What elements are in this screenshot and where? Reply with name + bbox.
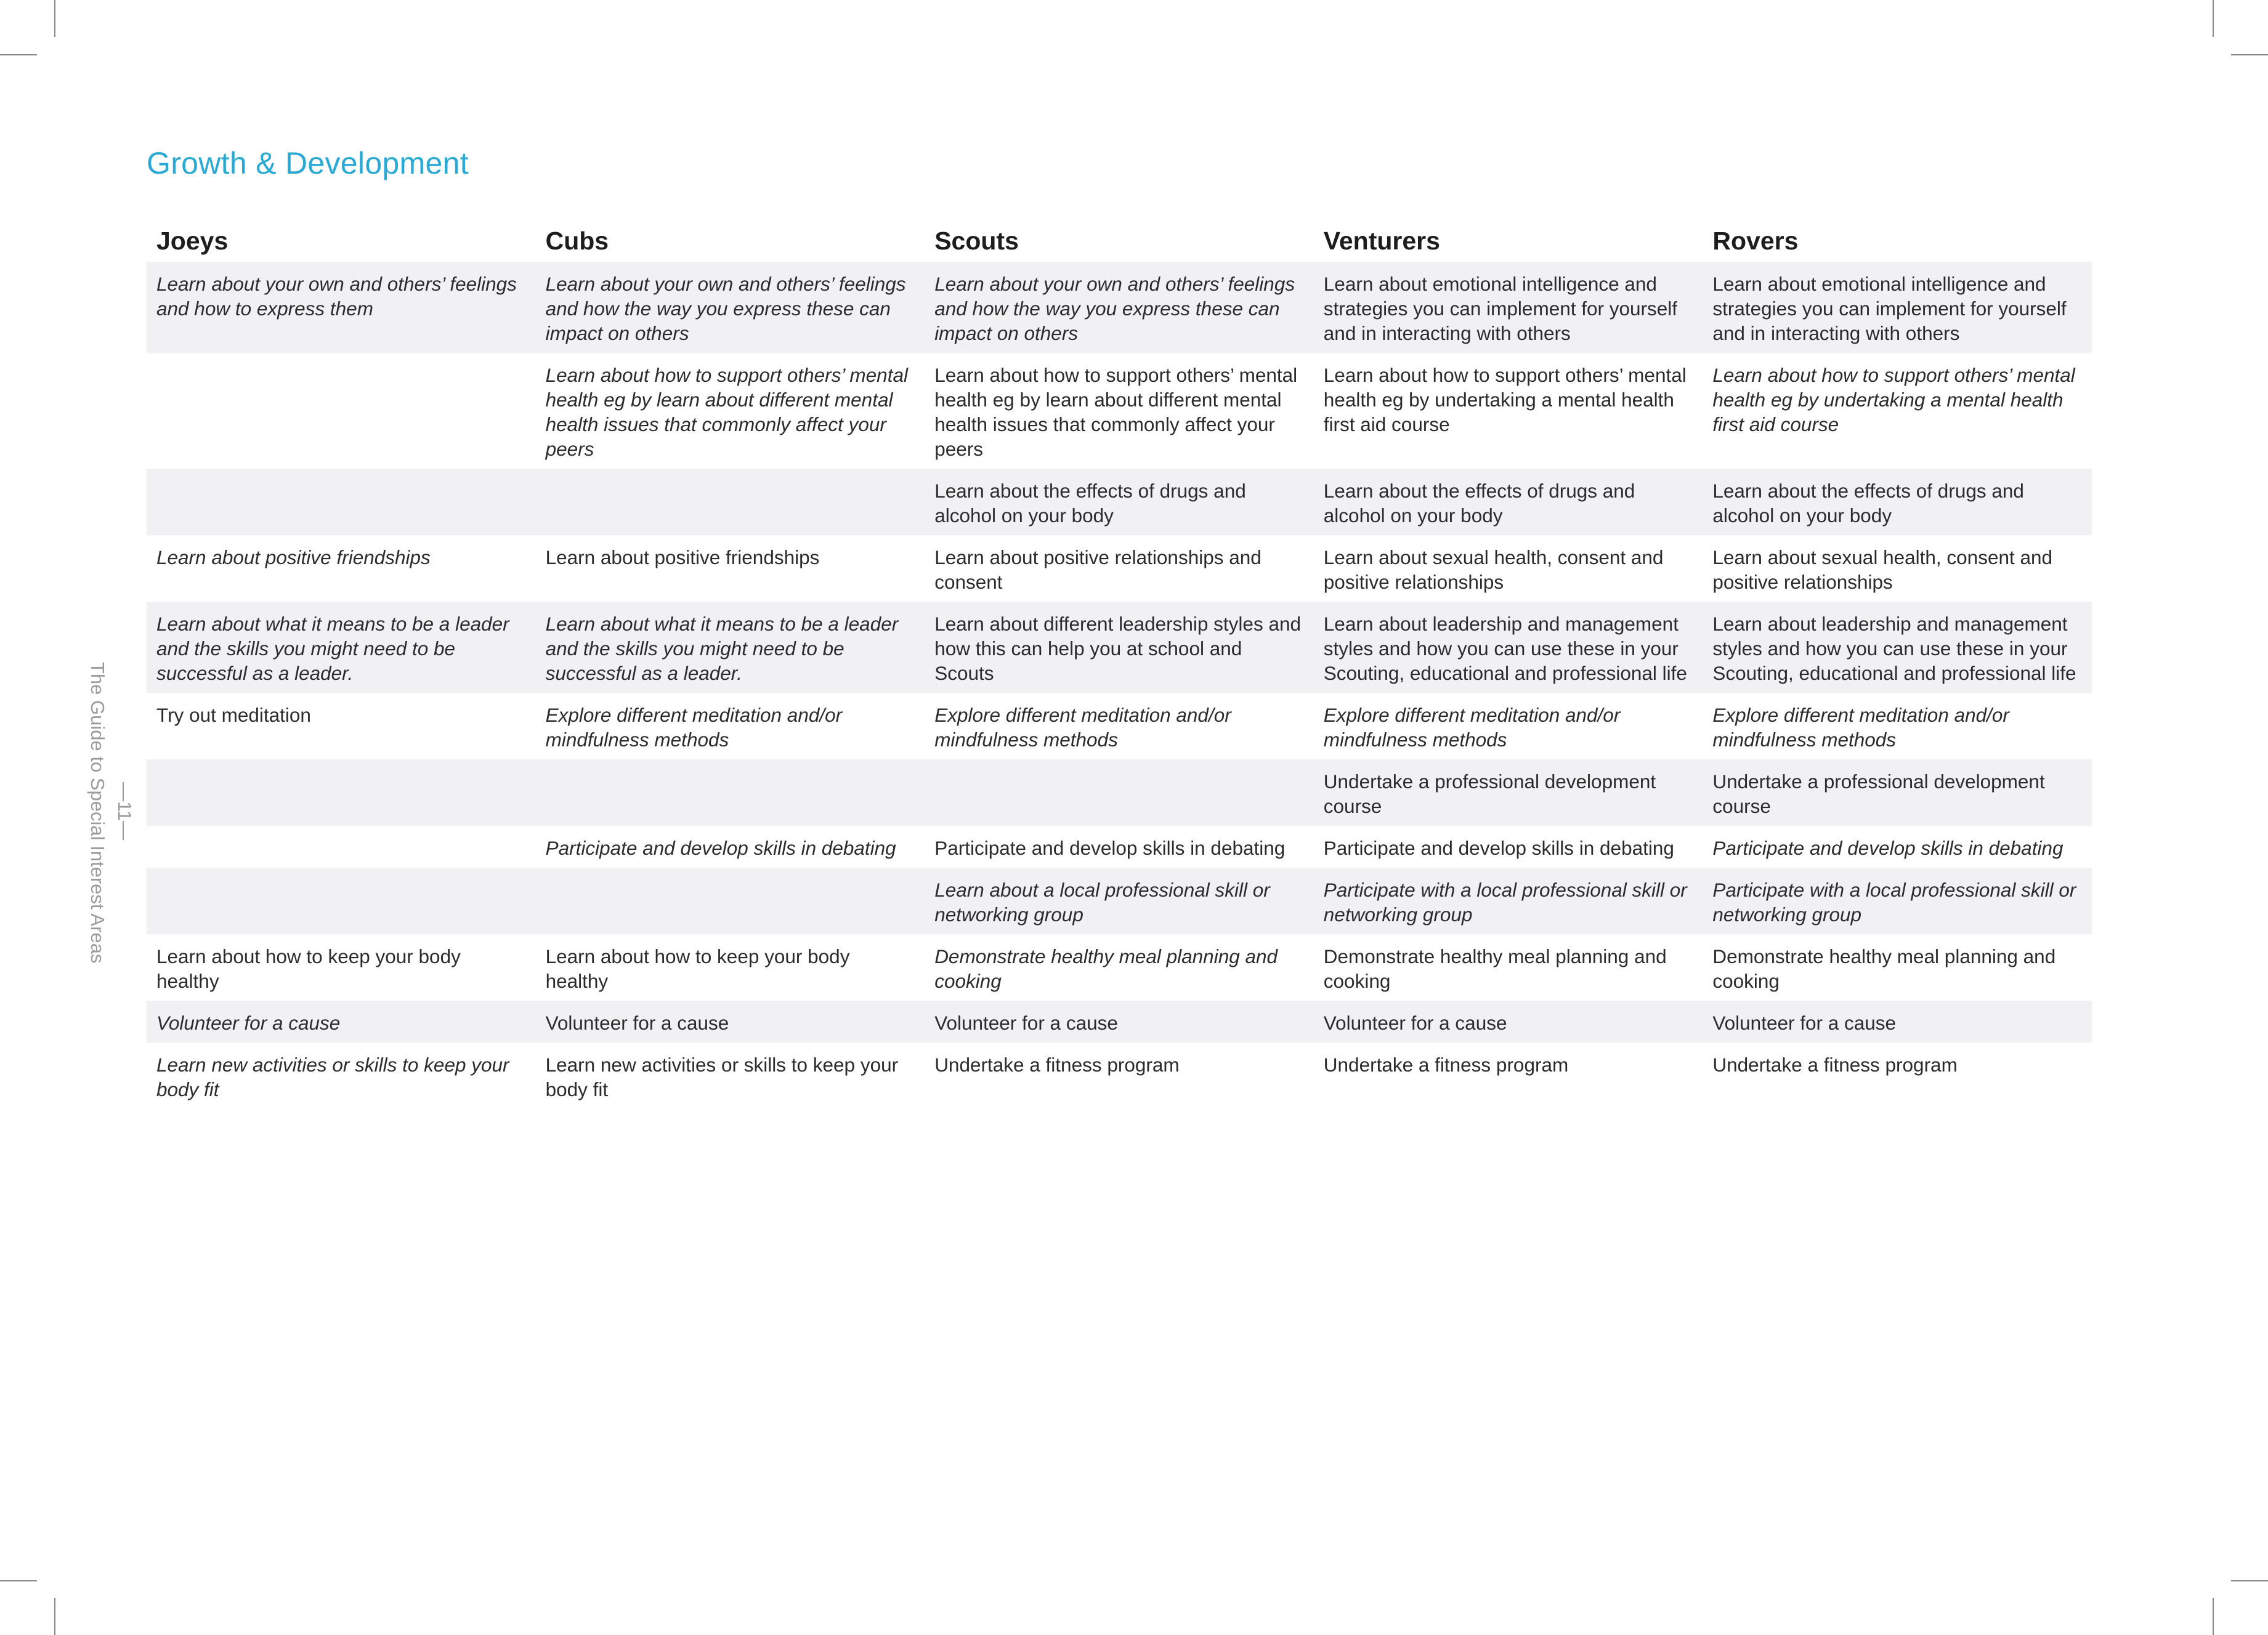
table-cell-cubs: Explore different meditation and/or mindfulness methods: [536, 693, 925, 759]
table-cell-joeys: [147, 868, 536, 934]
growth-development-table: [147, 219, 2092, 1109]
table-header-row: [147, 219, 2092, 262]
table-cell-scouts: Undertake a fitness program: [925, 1043, 1314, 1109]
table-cell-venturers: Learn about sexual health, consent and positive relationships: [1314, 535, 1703, 602]
table-row: [147, 693, 2092, 759]
table-cell-joeys: Learn about your own and others’ feelings and how to express them: [147, 262, 536, 353]
table-cell-cubs: Learn about how to support others’ mental health eg by learn about different mental health issues that commonly affect your peers: [536, 353, 925, 469]
page-title: Growth & Development: [147, 146, 469, 180]
table-cell-venturers: Learn about leadership and management styles and how you can use these in your Scouting, educational and professional life: [1314, 602, 1703, 693]
table-row: [147, 602, 2092, 693]
crop-mark: [2231, 54, 2268, 55]
table-row: [147, 1043, 2092, 1109]
table-cell-venturers: Learn about the effects of drugs and alcohol on your body: [1314, 469, 1703, 535]
header-scouts: Scouts: [934, 227, 1019, 255]
table-cell-rovers: Learn about leadership and management styles and how you can use these in your Scouting, educational and professional life: [1703, 602, 2092, 693]
header-venturers: Venturers: [1323, 227, 1440, 255]
table-cell-rovers: Learn about the effects of drugs and alcohol on your body: [1703, 469, 2092, 535]
table-cell-rovers: Demonstrate healthy meal planning and cooking: [1703, 934, 2092, 1001]
table-cell-venturers: Explore different meditation and/or mindfulness methods: [1314, 693, 1703, 759]
table-cell-cubs: Learn about positive friendships: [536, 535, 925, 602]
table-body: [147, 262, 2092, 1109]
table-cell-joeys: [147, 469, 536, 535]
table-cell-joeys: Learn about positive friendships: [147, 535, 536, 602]
table-row: [147, 826, 2092, 868]
table-cell-joeys: Learn new activities or skills to keep your body fit: [147, 1043, 536, 1109]
table-cell-cubs: [536, 469, 925, 535]
table-cell-scouts: [925, 759, 1314, 826]
table-row: [147, 934, 2092, 1001]
page-number: —11—: [114, 782, 136, 841]
crop-mark: [54, 1598, 55, 1635]
table-cell-joeys: Volunteer for a cause: [147, 1001, 536, 1043]
table-cell-joeys: [147, 759, 536, 826]
table-cell-cubs: Learn about what it means to be a leader and the skills you might need to be successful as a leader.: [536, 602, 925, 693]
crop-mark: [54, 0, 55, 37]
table-cell-cubs: Participate and develop skills in debating: [536, 826, 925, 868]
table-cell-cubs: Learn new activities or skills to keep your body fit: [536, 1043, 925, 1109]
table-cell-venturers: Undertake a professional development course: [1314, 759, 1703, 826]
table-cell-cubs: [536, 759, 925, 826]
table-cell-rovers: Participate with a local professional skill or networking group: [1703, 868, 2092, 934]
table-cell-venturers: Learn about emotional intelligence and strategies you can implement for yourself and in interacting with others: [1314, 262, 1703, 353]
crop-mark: [0, 54, 37, 55]
table-cell-rovers: Undertake a fitness program: [1703, 1043, 2092, 1109]
table-cell-rovers: Participate and develop skills in debating: [1703, 826, 2092, 868]
table-cell-rovers: Undertake a professional development course: [1703, 759, 2092, 826]
table-cell-scouts: Learn about positive relationships and consent: [925, 535, 1314, 602]
crop-mark: [2213, 0, 2214, 37]
table-row: [147, 353, 2092, 469]
table-cell-venturers: Volunteer for a cause: [1314, 1001, 1703, 1043]
table-cell-venturers: Undertake a fitness program: [1314, 1043, 1703, 1109]
table-cell-joeys: Learn about what it means to be a leader and the skills you might need to be successful as a leader.: [147, 602, 536, 693]
crop-mark: [2231, 1580, 2268, 1581]
table-cell-venturers: Participate with a local professional skill or networking group: [1314, 868, 1703, 934]
header-rovers: Rovers: [1712, 227, 1799, 255]
table-cell-cubs: [536, 868, 925, 934]
table-cell-rovers: Learn about emotional intelligence and strategies you can implement for yourself and in interacting with others: [1703, 262, 2092, 353]
table-cell-joeys: [147, 353, 536, 469]
table-cell-scouts: Explore different meditation and/or mindfulness methods: [925, 693, 1314, 759]
table-cell-scouts: Learn about how to support others’ mental health eg by learn about different mental health issues that commonly affect your peers: [925, 353, 1314, 469]
table-row: [147, 1001, 2092, 1043]
table-cell-scouts: Learn about different leadership styles and how this can help you at school and Scouts: [925, 602, 1314, 693]
table-cell-rovers: Volunteer for a cause: [1703, 1001, 2092, 1043]
table-cell-scouts: Learn about the effects of drugs and alcohol on your body: [925, 469, 1314, 535]
table-row: [147, 868, 2092, 934]
header-joeys: Joeys: [156, 227, 229, 255]
table-cell-venturers: Demonstrate healthy meal planning and cooking: [1314, 934, 1703, 1001]
side-label: The Guide to Special Interest Areas: [87, 662, 108, 964]
table-cell-joeys: Try out meditation: [147, 693, 536, 759]
crop-mark: [0, 1580, 37, 1581]
table-row: [147, 469, 2092, 535]
table-cell-scouts: Volunteer for a cause: [925, 1001, 1314, 1043]
table-cell-joeys: [147, 826, 536, 868]
crop-mark: [2213, 1598, 2214, 1635]
table-cell-scouts: Learn about a local professional skill or networking group: [925, 868, 1314, 934]
table-cell-rovers: Explore different meditation and/or mindfulness methods: [1703, 693, 2092, 759]
table-row: [147, 759, 2092, 826]
table-cell-cubs: Learn about how to keep your body healthy: [536, 934, 925, 1001]
table-cell-joeys: Learn about how to keep your body healthy: [147, 934, 536, 1001]
table-cell-scouts: Learn about your own and others’ feelings and how the way you express these can impact on others: [925, 262, 1314, 353]
table-cell-cubs: Learn about your own and others’ feelings and how the way you express these can impact on others: [536, 262, 925, 353]
table-row: [147, 535, 2092, 602]
table-cell-scouts: Demonstrate healthy meal planning and cooking: [925, 934, 1314, 1001]
table-cell-venturers: Participate and develop skills in debating: [1314, 826, 1703, 868]
table-row: [147, 262, 2092, 353]
table-cell-rovers: Learn about how to support others’ mental health eg by undertaking a mental health first aid course: [1703, 353, 2092, 469]
table-cell-rovers: Learn about sexual health, consent and positive relationships: [1703, 535, 2092, 602]
table-cell-cubs: Volunteer for a cause: [536, 1001, 925, 1043]
header-cubs: Cubs: [545, 227, 609, 255]
table-cell-venturers: Learn about how to support others’ mental health eg by undertaking a mental health first aid course: [1314, 353, 1703, 469]
table-cell-scouts: Participate and develop skills in debating: [925, 826, 1314, 868]
